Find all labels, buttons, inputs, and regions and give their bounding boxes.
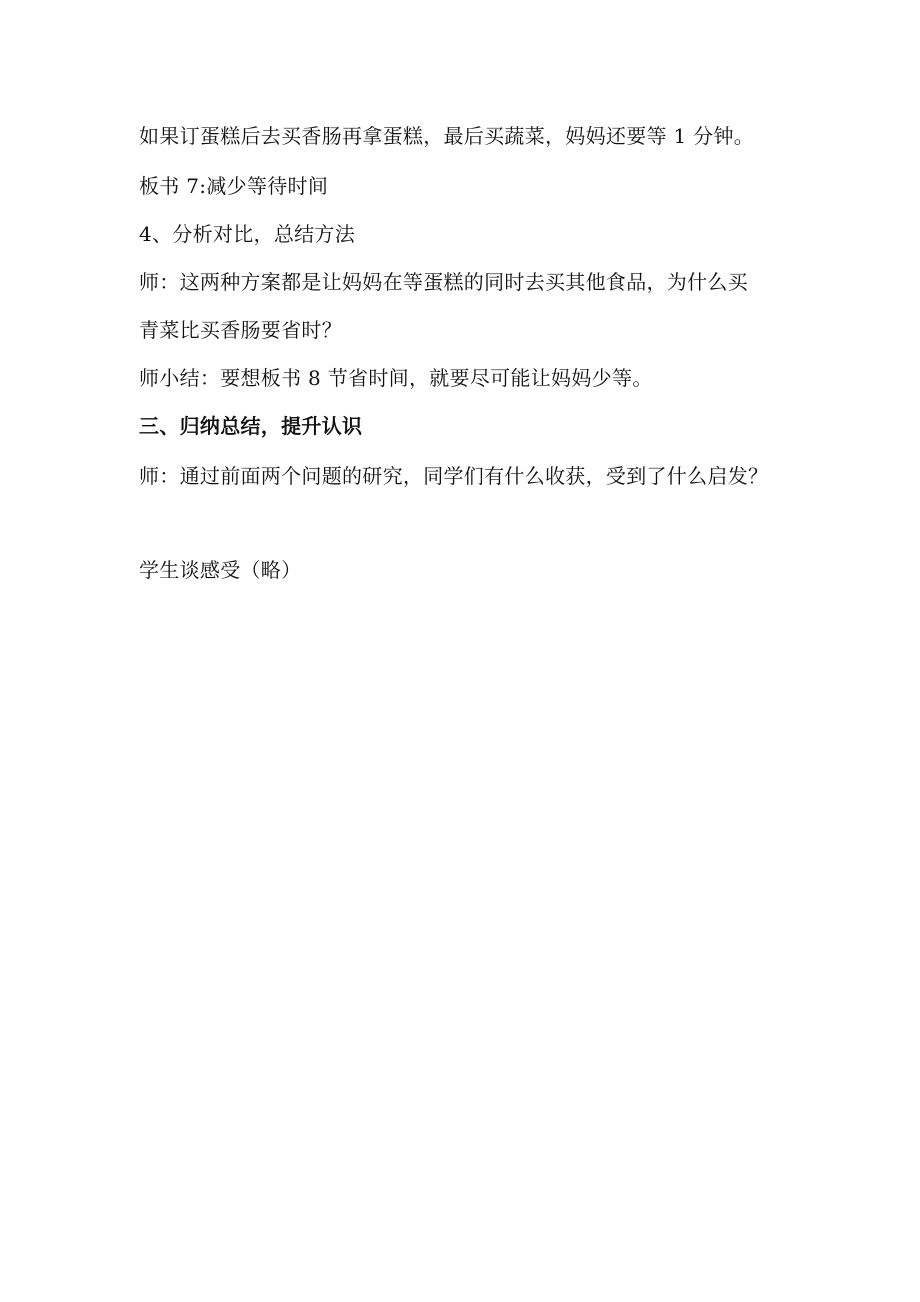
student-response-note: 学生谈感受（略） bbox=[139, 558, 302, 582]
teacher-reflection-question: 师：通过前面两个问题的研究，同学们有什么收获，受到了什么启发？ bbox=[139, 464, 769, 488]
paragraph-waiting-cost: 如果订蛋糕后去买香肠再拿蛋糕，最后买蔬菜，妈妈还要等 1 分钟。 bbox=[139, 124, 755, 148]
section-heading-3: 三、归纳总结，提升认识 bbox=[139, 414, 363, 438]
section-item-4: 4、分析对比，总结方法 bbox=[139, 222, 356, 246]
board-note-7: 板书 7:减少等待时间 bbox=[139, 174, 329, 198]
teacher-summary: 师小结：要想板书 8 节省时间，就要尽可能让妈妈少等。 bbox=[139, 366, 653, 390]
teacher-question-line-1: 师：这两种方案都是让妈妈在等蛋糕的同时去买其他食品，为什么买 bbox=[139, 270, 748, 294]
teacher-question-line-2: 青菜比买香肠要省时？ bbox=[139, 318, 342, 342]
